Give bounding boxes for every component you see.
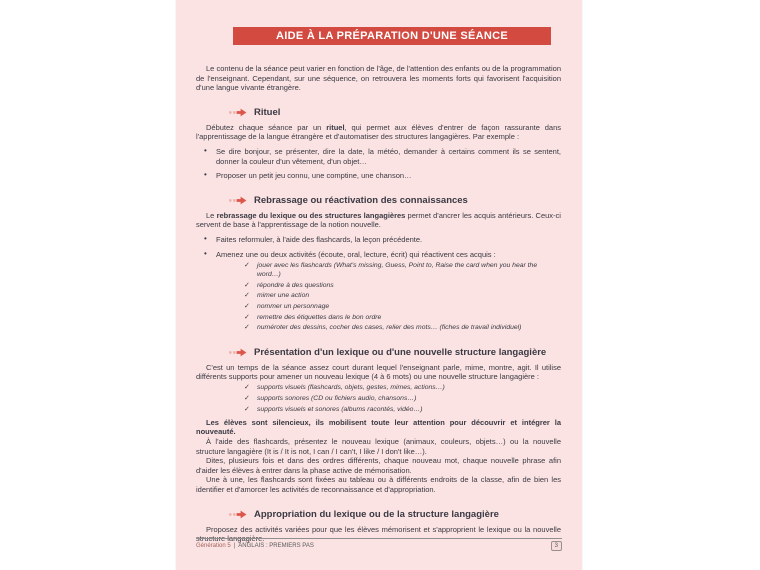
check-item — [244, 394, 561, 403]
check-text: supports visuels (flashcards, objets, gestes, mimes, actions…) — [257, 384, 445, 392]
section-arrow-icon — [229, 108, 247, 117]
section-heading — [229, 347, 561, 359]
check-item — [244, 302, 561, 311]
text-run: Dites, plusieurs fois et dans des ordres différents, chaque nouveau mot, chaque nouvelle phrase afin d'aider les élèves à entrer dans la phase active de mémorisation. — [196, 456, 561, 475]
section-arrow-icon — [229, 510, 247, 519]
page-footer — [196, 538, 562, 551]
bullet-icon: • — [204, 248, 207, 258]
check-item — [244, 405, 561, 414]
text-run: Le — [206, 210, 217, 220]
check-text: supports visuels et sonores (albums racontés, vidéo…) — [257, 405, 423, 413]
check-text: jouer avec les flashcards (What's missing, Guess, Point to, Raise the card when you hear the word…) — [257, 261, 538, 278]
text-run: À l'aide des flashcards, présentez le nouveau lexique (animaux, couleurs, objets…) ou la nouvelle structure langagière (It is / It is not, I can / I can't, I like / I don't like…). — [196, 437, 561, 456]
check-icon: ✓ — [244, 313, 250, 321]
text-run: Amenez une ou deux activités (écoute, oral, lecture, écrit) qui réactivent ces acquis : — [216, 249, 496, 259]
sections — [196, 107, 561, 544]
text-run: rituel — [326, 122, 345, 132]
paragraph — [196, 475, 561, 494]
bullet-item — [204, 171, 561, 181]
check-text: mimer une action — [257, 292, 310, 300]
check-item — [244, 281, 561, 290]
section-heading — [229, 195, 561, 207]
check-icon: ✓ — [244, 292, 250, 300]
bullet-item — [204, 250, 561, 260]
check-text: supports sonores (CD ou fichiers audio, chansons…) — [257, 394, 417, 402]
check-text: numéroter des dessins, cocher des cases, relier des mots… (fiches de travail individuel) — [257, 324, 522, 332]
section-heading — [229, 509, 561, 521]
text-run: Une à une, les flashcards sont fixées au tableau ou à différents endroits de la classe, afin de bien les identifier et d'amorcer les activités de reconnaissance et d'appropriation. — [196, 475, 561, 494]
section-title: Rebrassage ou réactivation des connaissances — [254, 194, 468, 206]
check-icon: ✓ — [244, 302, 250, 310]
paragraph — [196, 363, 561, 382]
check-item — [244, 383, 561, 392]
check-icon: ✓ — [244, 281, 250, 289]
section — [196, 347, 561, 495]
bullet-item — [204, 235, 561, 245]
check-icon: ✓ — [244, 405, 250, 413]
section-title: Présentation d'un lexique ou d'une nouvelle structure langagière — [254, 346, 547, 358]
check-icon: ✓ — [244, 324, 250, 332]
footer-credit — [196, 543, 314, 549]
section-title: Appropriation du lexique ou de la structure langagière — [254, 508, 499, 520]
text-run: Proposez des activités variées pour que les élèves mémorisent et s'approprient le lexique ou la nouvelle structure langagière. — [196, 524, 561, 544]
text-run: Les élèves sont silencieux, ils mobilisent toute leur attention pour découvrir et intégrer la nouveauté. — [196, 417, 561, 437]
section — [196, 107, 561, 181]
paragraph — [196, 418, 561, 437]
page-number-badge: 3 — [551, 541, 562, 551]
text-run: Faites reformuler, à l'aide des flashcards, la leçon précédente. — [216, 234, 423, 244]
bullet-item — [204, 147, 561, 166]
footer-separator: | — [233, 543, 236, 549]
text-run: permet d'ancrer les acquis antérieurs. Ceux-ci servent de base à l'apprentissage de la notion nouvelle. — [196, 210, 561, 230]
text-run: Proposer un petit jeu connu, une comptine, une chanson… — [216, 171, 412, 181]
paragraph — [196, 437, 561, 456]
intro-paragraph: Le contenu de la séance peut varier en fonction de l'âge, de l'attention des enfants ou de la programmation de l'enseignant. Cependant, sur une séquence, on retrouvera les moments forts qui favorisent l'acquisition d'une langue vivante étrangère. — [196, 64, 561, 93]
page-content — [196, 0, 561, 544]
footer-subject: ANGLAIS : PREMIERS PAS — [238, 543, 314, 549]
text-run: C'est un temps de la séance assez court durant lequel l'enseignant parle, mime, montre, agit. Il utilise différents supports pour amener un nouveau lexique (4 à 6 mots) ou une nouvelle structure langagière : — [196, 362, 561, 382]
bullet-icon: • — [204, 233, 207, 243]
bullet-icon: • — [204, 170, 207, 180]
text-run: rebrassage du lexique ou des structures langagières — [216, 210, 406, 220]
section-title: Rituel — [254, 106, 281, 118]
section-arrow-icon — [229, 196, 247, 205]
section-arrow-icon — [229, 348, 247, 357]
check-icon: ✓ — [244, 394, 250, 402]
document-page — [176, 0, 582, 570]
text-run: Se dire bonjour, se présenter, dire la date, la météo, demander à certains comment ils se sentent, donner la couleur d'un vêtement, d'un objet… — [216, 146, 561, 166]
page-title: AIDE À LA PRÉPARATION D'UNE SÉANCE — [233, 27, 551, 45]
paragraph — [196, 456, 561, 475]
check-text: nommer un personnage — [257, 302, 330, 310]
bullet-icon: • — [204, 145, 207, 155]
check-icon: ✓ — [244, 261, 250, 269]
text-run: Débutez chaque séance par un — [206, 122, 327, 132]
paragraph — [196, 123, 561, 142]
check-text: remettre des étiquettes dans le bon ordre — [257, 313, 382, 321]
check-text: répondre à des questions — [257, 281, 334, 289]
paragraph — [196, 211, 561, 230]
footer-brand: Génération 5 — [196, 543, 231, 549]
check-item — [244, 323, 561, 332]
check-item — [244, 261, 561, 279]
section — [196, 195, 561, 333]
check-item — [244, 313, 561, 322]
text-run: , qui permet aux élèves d'entrer de façon rassurante dans l'apprentissage de la langue étrangère et d'automatiser des structures langagières. Par exemple : — [196, 122, 562, 142]
section-heading — [229, 107, 561, 119]
check-icon: ✓ — [244, 384, 250, 392]
check-item — [244, 291, 561, 300]
